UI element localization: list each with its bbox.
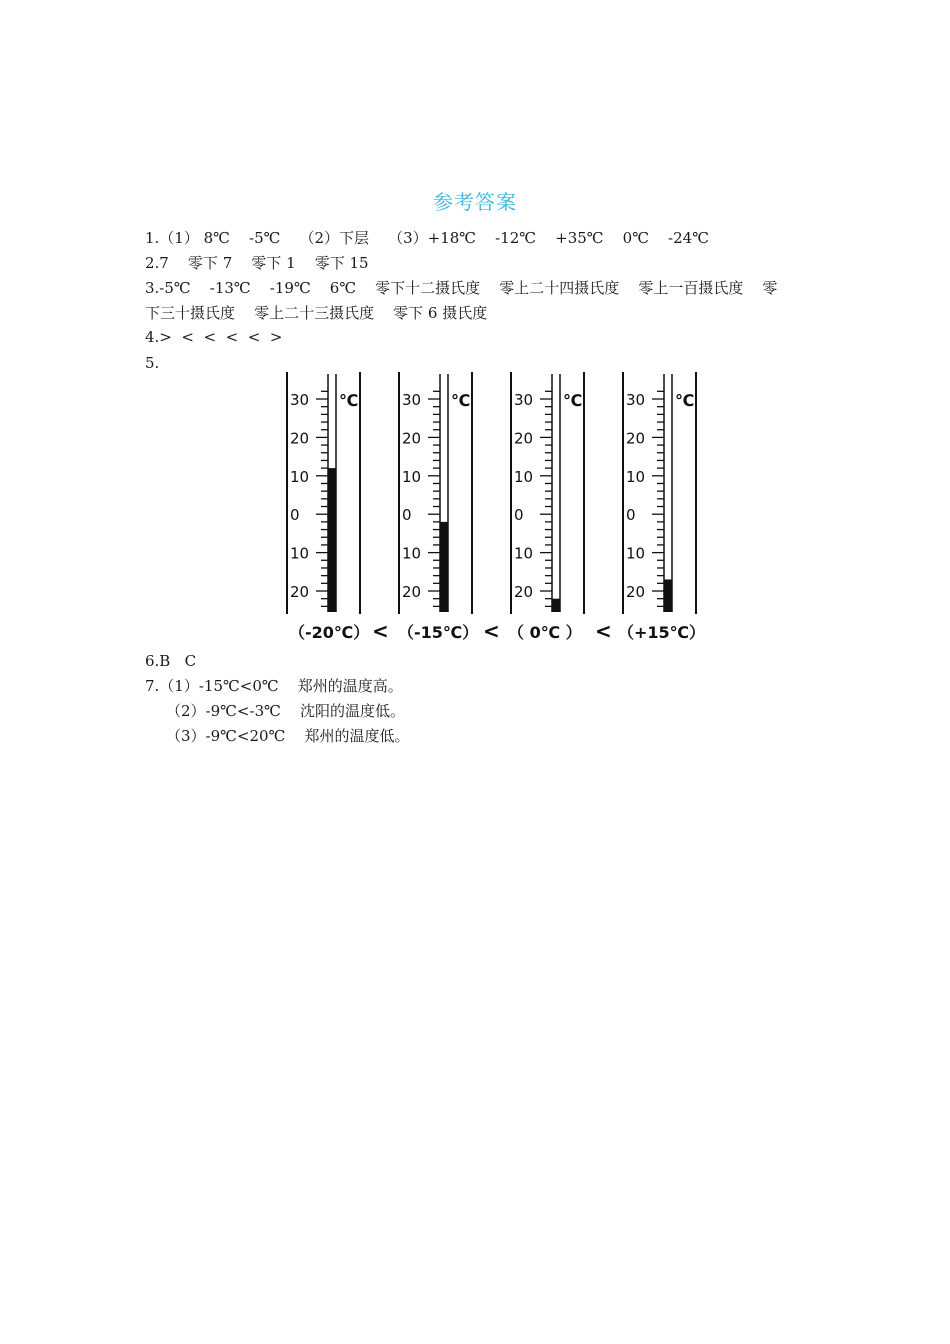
unit-label: ℃ [451, 391, 471, 410]
comparison-temperature: （ 0℃ ） [508, 623, 582, 642]
unit-label: ℃ [675, 391, 695, 410]
answer-6: 6.B C [145, 652, 197, 670]
answer-7-3: （3）-9℃<20℃ 郑州的温度低。 [166, 727, 410, 745]
scale-label: 10 [290, 544, 310, 563]
answer-1: 1.（1） 8℃ -5℃ （2）下层 （3）+18℃ -12℃ +35℃ 0℃ -24℃ [145, 229, 709, 247]
answer-2: 2.7 零下 7 零下 1 零下 15 [145, 254, 369, 272]
less-than-sign: < [372, 619, 389, 643]
mercury-column [440, 522, 448, 612]
scale-label: 30 [514, 391, 534, 409]
scale-label: 20 [402, 583, 422, 601]
answer-7-2: （2）-9℃<-3℃ 沈阳的温度低。 [166, 702, 405, 720]
scale-label: 10 [514, 544, 534, 563]
answer-7-1: 7.（1）-15℃<0℃ 郑州的温度高。 [145, 677, 403, 695]
scale-label: 20 [514, 583, 534, 601]
answer-3-line-2: 下三十摄氏度 零上二十三摄氏度 零下 6 摄氏度 [145, 304, 488, 322]
scale-label: 20 [402, 429, 422, 448]
scale-label: 10 [626, 544, 646, 563]
unit-label: ℃ [563, 391, 583, 410]
thermometer-figure [0, 0, 950, 660]
comparison-temperature: （-15℃） [398, 623, 479, 642]
answer-3-line-1: 3.-5℃ -13℃ -19℃ 6℃ 零下十二摄氏度 零上二十四摄氏度 零上一百摄氏度 零 [145, 279, 778, 297]
comparison-temperature: （+15℃） [618, 623, 706, 642]
scale-label: 0 [402, 506, 412, 525]
scale-label: 20 [626, 583, 646, 601]
answer-5-label: 5. [145, 354, 160, 372]
less-than-sign: < [483, 619, 500, 643]
comparison-temperature: （-20℃） [289, 623, 370, 642]
scale-label: 20 [514, 429, 534, 448]
mercury-column [552, 599, 560, 612]
scale-label: 20 [290, 429, 310, 448]
scale-label: 10 [514, 467, 534, 486]
mercury-column [328, 468, 336, 612]
scale-label: 20 [626, 429, 646, 448]
scale-label: 0 [514, 506, 524, 525]
scale-label: 10 [402, 467, 422, 486]
scale-label: 30 [290, 391, 310, 409]
less-than-sign: < [595, 619, 612, 643]
unit-label: ℃ [339, 391, 359, 410]
mercury-column [664, 579, 672, 612]
page-title: 参考答案 [433, 190, 517, 214]
scale-label: 0 [626, 506, 636, 525]
scale-label: 10 [402, 544, 422, 563]
answer-4: 4.> < < < < > [145, 328, 283, 346]
scale-label: 20 [290, 583, 310, 601]
scale-label: 0 [290, 506, 300, 525]
scale-label: 30 [626, 391, 646, 409]
scale-label: 30 [402, 391, 422, 409]
scale-label: 10 [626, 467, 646, 486]
scale-label: 10 [290, 467, 310, 486]
